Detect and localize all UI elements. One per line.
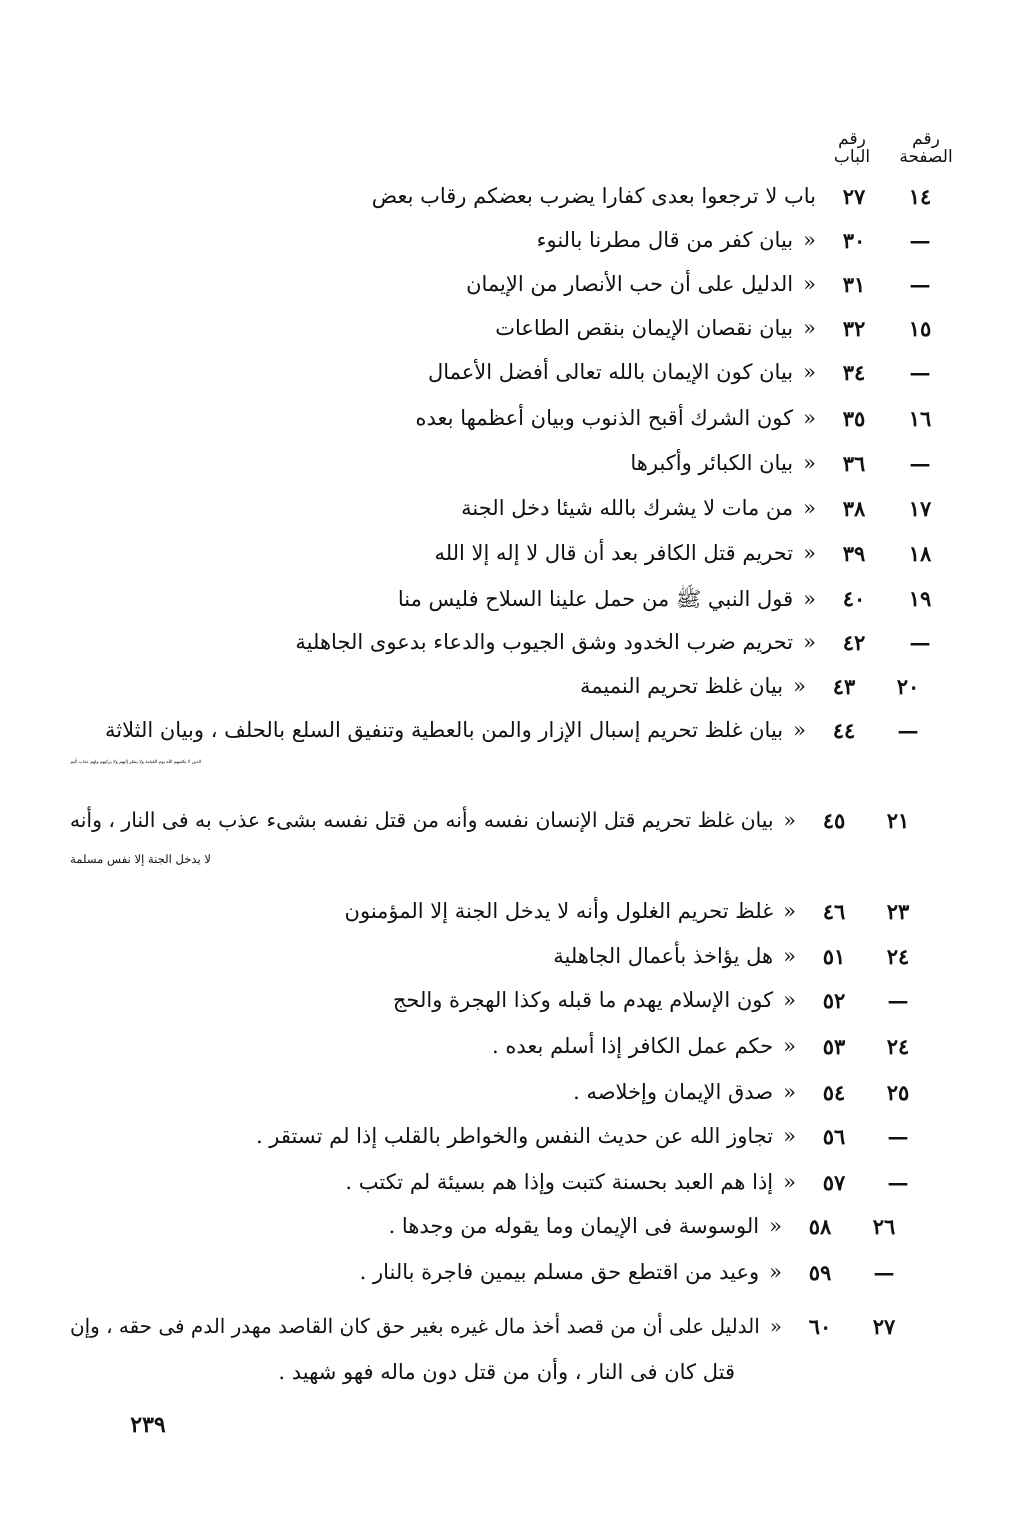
entry-chapter-number: ٦٠ bbox=[808, 1314, 832, 1339]
entry-page-number: ٢٧ bbox=[872, 1314, 896, 1339]
entry-title-line bbox=[630, 451, 816, 475]
entry-chapter-number: ٣٦ bbox=[842, 451, 866, 476]
entry-page-number: ١٥ bbox=[908, 316, 932, 341]
entry-page-number: ٢٥ bbox=[886, 1080, 910, 1105]
index-entry bbox=[0, 897, 1009, 931]
ditto-mark: « bbox=[769, 1260, 782, 1284]
entry-chapter-number: ٥٩ bbox=[808, 1260, 832, 1285]
entry-chapter-number: ٢٧ bbox=[842, 184, 866, 209]
entry-page-number: — bbox=[909, 228, 931, 253]
entry-title-line bbox=[537, 228, 816, 252]
entry-title-line bbox=[393, 988, 796, 1012]
ditto-mark: « bbox=[783, 1034, 796, 1058]
entry-chapter-number: ٣٨ bbox=[842, 496, 866, 521]
index-entry bbox=[0, 226, 1009, 260]
entry-page-number: ٢٤ bbox=[886, 1034, 910, 1059]
entry-chapter-number: ٣٤ bbox=[842, 360, 866, 385]
index-entry bbox=[0, 1122, 1009, 1156]
entry-page-number: ١٦ bbox=[908, 406, 932, 431]
entry-chapter-number: ٤٢ bbox=[842, 630, 866, 655]
index-entry bbox=[0, 182, 1009, 216]
ditto-mark: « bbox=[803, 541, 816, 565]
entry-title: بيان غلظ تحريم إسبال الإزار والمن بالعطية وتنفيق السلع بالحلف ، وبيان الثلاثة bbox=[105, 718, 784, 742]
entry-title-line bbox=[492, 1034, 796, 1058]
ditto-mark: « bbox=[803, 451, 816, 475]
entry-title: الدليل على أن حب الأنصار من الإيمان bbox=[466, 272, 794, 296]
entry-page-number: — bbox=[909, 360, 931, 385]
entry-title: بيان غلظ تحريم النميمة bbox=[579, 674, 784, 698]
entry-title-line bbox=[553, 944, 796, 968]
entry-title: كون الإسلام يهدم ما قبله وكذا الهجرة والحج bbox=[392, 988, 774, 1012]
ditto-mark: « bbox=[769, 1314, 782, 1338]
index-entry bbox=[0, 806, 1009, 840]
entry-page-number: — bbox=[909, 451, 931, 476]
index-entry bbox=[0, 449, 1009, 483]
index-entry bbox=[0, 1032, 1009, 1066]
ditto-mark: « bbox=[783, 1124, 796, 1148]
entry-title-line bbox=[573, 1080, 796, 1104]
entry-chapter-number: ٤٦ bbox=[822, 899, 846, 924]
entry-chapter-number: ٤٠ bbox=[842, 586, 866, 611]
index-entry bbox=[0, 1168, 1009, 1202]
entry-title-line bbox=[105, 718, 806, 742]
entry-title-line bbox=[495, 316, 816, 340]
index-entry bbox=[0, 716, 1009, 750]
entry-page-number: — bbox=[887, 988, 909, 1013]
entry-title-line bbox=[295, 630, 816, 654]
ditto-mark: « bbox=[769, 1214, 782, 1238]
entry-title: تحريم ضرب الخدود وشق الجيوب والدعاء بدعوى الجاهلية bbox=[295, 630, 794, 654]
entry-chapter-number: ٥٧ bbox=[822, 1170, 846, 1195]
entry-title: حكم عمل الكافر إذا أسلم بعده . bbox=[492, 1034, 774, 1058]
ditto-mark: « bbox=[803, 496, 816, 520]
entry-title-line bbox=[389, 1214, 782, 1238]
entry-title-line bbox=[580, 674, 806, 698]
entry-title: الوسوسة فى الإيمان وما يقوله من وجدها . bbox=[388, 1214, 760, 1238]
ditto-mark: « bbox=[803, 272, 816, 296]
entry-title: بيان كون الإيمان بالله تعالى أفضل الأعمال bbox=[427, 360, 794, 384]
entry-title: وعيد من اقتطع حق مسلم بيمين فاجرة بالنار . bbox=[359, 1260, 760, 1284]
entry-chapter-number: ٥٨ bbox=[808, 1214, 832, 1239]
entry-title: بيان الكبائر وأكبرها bbox=[630, 451, 794, 475]
page-header-line1: رقم bbox=[912, 129, 940, 149]
entry-page-number: — bbox=[887, 1124, 909, 1149]
entry-page-number: ١٨ bbox=[908, 541, 932, 566]
ditto-mark: « bbox=[793, 718, 806, 742]
entry-title-continuation: الذين لا يكلمهم الله يوم القيامة ولا ينظر إليهم ولا يزكيهم ولهم عذاب أليم bbox=[70, 760, 201, 765]
entry-chapter-number: ٣٥ bbox=[842, 406, 866, 431]
ditto-mark: « bbox=[783, 1170, 796, 1194]
ditto-mark: « bbox=[783, 1080, 796, 1104]
entry-title-line bbox=[428, 360, 816, 384]
entry-chapter-number: ٤٥ bbox=[822, 808, 846, 833]
chapter-header-line1: رقم bbox=[838, 129, 866, 149]
entry-page-number: — bbox=[887, 1170, 909, 1195]
entry-title: بيان نقصان الإيمان بنقص الطاعات bbox=[495, 316, 794, 340]
page-number-column-header bbox=[886, 130, 966, 166]
entry-title-line bbox=[345, 899, 796, 923]
entry-title-line bbox=[345, 1170, 796, 1194]
ditto-mark: « bbox=[783, 944, 796, 968]
index-entry bbox=[0, 584, 1009, 618]
entry-chapter-number: ٣١ bbox=[842, 272, 866, 297]
entry-page-number: — bbox=[897, 718, 919, 743]
index-entry bbox=[0, 358, 1009, 392]
entry-title-line bbox=[256, 1124, 796, 1148]
index-entry bbox=[0, 314, 1009, 348]
index-entry bbox=[0, 1078, 1009, 1112]
chapter-header-line2: الباب bbox=[833, 147, 871, 167]
page-folio-number: ٢٣٩ bbox=[130, 1412, 166, 1438]
index-entry bbox=[0, 270, 1009, 304]
entry-title: بيان غلظ تحريم قتل الإنسان نفسه وأنه من قتل نفسه بشىء عذب به فى النار ، وأنه bbox=[69, 808, 774, 832]
ditto-mark: « bbox=[783, 899, 796, 923]
entry-chapter-number: ٤٤ bbox=[832, 718, 856, 743]
entry-page-number: ٢١ bbox=[886, 808, 910, 833]
entry-page-number: — bbox=[909, 272, 931, 297]
ditto-mark: « bbox=[783, 808, 796, 832]
entry-chapter-number: ٥٣ bbox=[822, 1034, 846, 1059]
index-entry bbox=[0, 672, 1009, 706]
entry-title-line bbox=[70, 1314, 782, 1338]
ditto-mark: « bbox=[803, 360, 816, 384]
ditto-mark: « bbox=[783, 988, 796, 1012]
ditto-mark: « bbox=[803, 228, 816, 252]
entry-chapter-number: ٤٣ bbox=[832, 674, 856, 699]
entry-chapter-number: ٥٤ bbox=[822, 1080, 846, 1105]
ditto-mark: « bbox=[793, 674, 806, 698]
index-entry bbox=[0, 404, 1009, 438]
entry-page-number: ١٤ bbox=[908, 184, 932, 209]
index-entry bbox=[0, 1212, 1009, 1246]
entry-title: من مات لا يشرك بالله شيئا دخل الجنة bbox=[461, 496, 794, 520]
entry-page-number: ١٧ bbox=[908, 496, 932, 521]
ditto-mark: « bbox=[803, 630, 816, 654]
entry-page-number: ١٩ bbox=[908, 586, 932, 611]
entry-title: صدق الإيمان وإخلاصه . bbox=[573, 1080, 774, 1104]
entry-title-continuation: قتل كان فى النار ، وأن من قتل دون ماله فهو شهيد . bbox=[278, 1360, 735, 1384]
entry-title-line bbox=[372, 184, 816, 208]
index-entry bbox=[0, 1258, 1009, 1292]
entry-title-line bbox=[434, 541, 816, 565]
ditto-mark: « bbox=[803, 316, 816, 340]
entry-chapter-number: ٥٢ bbox=[822, 988, 846, 1013]
entry-page-number: — bbox=[909, 630, 931, 655]
index-entry bbox=[0, 494, 1009, 528]
ditto-mark: « bbox=[803, 406, 816, 430]
entry-title: بيان كفر من قال مطرنا بالنوء bbox=[536, 228, 794, 252]
entry-title: إذا هم العبد بحسنة كتبت وإذا هم بسيئة لم تكتب . bbox=[345, 1170, 774, 1194]
entry-title-line bbox=[360, 1260, 782, 1284]
entry-title-line bbox=[398, 586, 816, 617]
entry-title: الدليل على أن من قصد أخذ مال غيره بغير حق كان القاصد مهدر الدم فى حقه ، وإن bbox=[69, 1314, 760, 1338]
entry-title: تجاوز الله عن حديث النفس والخواطر بالقلب إذا لم تستقر . bbox=[255, 1124, 774, 1148]
entry-page-number: — bbox=[873, 1260, 895, 1285]
entry-title-line bbox=[70, 808, 796, 832]
ditto-mark: « bbox=[803, 587, 816, 611]
entry-page-number: ٢٣ bbox=[886, 899, 910, 924]
index-entry bbox=[0, 942, 1009, 976]
index-entry bbox=[0, 628, 1009, 662]
entry-title: غلظ تحريم الغلول وأنه لا يدخل الجنة إلا المؤمنون bbox=[344, 899, 774, 923]
entry-title: كون الشرك أقبح الذنوب وبيان أعظمها بعده bbox=[415, 406, 794, 430]
entry-page-number: ٢٠ bbox=[896, 674, 920, 699]
page-header-line2: الصفحة bbox=[899, 147, 953, 167]
entry-title-line bbox=[461, 496, 816, 520]
entry-title-line bbox=[466, 272, 816, 296]
entry-chapter-number: ٥١ bbox=[822, 944, 846, 969]
index-entry bbox=[0, 1312, 1009, 1346]
entry-title: هل يؤاخذ بأعمال الجاهلية bbox=[553, 944, 774, 968]
entry-chapter-number: ٥٦ bbox=[822, 1124, 846, 1149]
entry-chapter-number: ٣٠ bbox=[842, 228, 866, 253]
index-entry bbox=[0, 986, 1009, 1020]
entry-title-continuation: لا يدخل الجنة إلا نفس مسلمة bbox=[70, 852, 211, 866]
entry-page-number: ٢٤ bbox=[886, 944, 910, 969]
entry-title-line bbox=[416, 406, 816, 430]
entry-title: قول النبي ﷺ من حمل علينا السلاح فليس منا bbox=[397, 587, 794, 611]
entry-title: باب لا ترجعوا بعدى كفارا يضرب بعضكم رقاب بعض bbox=[371, 184, 816, 208]
chapter-number-column-header bbox=[822, 130, 882, 166]
entry-chapter-number: ٣٩ bbox=[842, 541, 866, 566]
entry-page-number: ٢٦ bbox=[872, 1214, 896, 1239]
index-entry bbox=[0, 539, 1009, 573]
entry-chapter-number: ٣٢ bbox=[842, 316, 866, 341]
entry-title: تحريم قتل الكافر بعد أن قال لا إله إلا الله bbox=[434, 541, 794, 565]
